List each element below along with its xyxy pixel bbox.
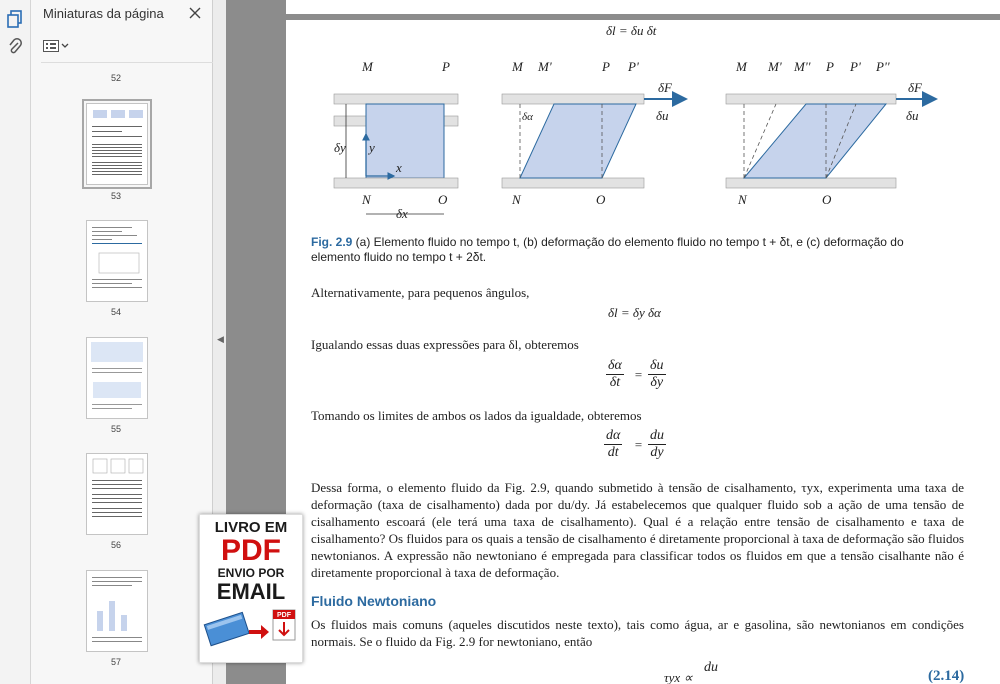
paragraph-alternatively: Alternativamente, para pequenos ângulos, (311, 285, 530, 300)
label-x: x (396, 160, 402, 175)
paragraph-newtonian-definition: Dessa forma, o elemento fluido da Fig. 2.9, quando submetido à tensão de cisalhamento, τyx, experimenta uma taxa de deformação (taxa de cisalhamento) dada por du/dy. Já estabelecemos que qualquer fluido sob a ação de uma tensão de cisalhamento escoará (ele terá uma taxa de cisalhamento). Qual é a relação entre tensão de cisalhamento e taxa de cisalhamento? Os fluidos para os quais a tensão de cisalhamento é diretamente proporcional à taxa de deformação são fluidos newtonianos. A expressão não newtoniano é empregada para classificar todos os fluidos em que a tensão cisalhante não é diretamente proporcional à taxa de deformação. (311, 480, 964, 580)
ad-line-4: EMAIL (216, 579, 286, 604)
label-Ppp-c: P'' (876, 59, 890, 74)
panel-title: Miniaturas da página (43, 6, 164, 21)
thumbnail-page-57[interactable] (86, 570, 148, 652)
label-Mp-c: M' (768, 59, 782, 74)
page-number-53: 53 (110, 191, 121, 201)
label-y: y (369, 140, 375, 155)
label-N-c: N (738, 192, 747, 207)
attachment-icon[interactable] (4, 36, 26, 58)
page-number-55: 55 (110, 424, 121, 434)
pdf-email-ad-banner[interactable] (199, 514, 303, 663)
label-P-b: P (602, 59, 610, 74)
element-b (520, 104, 636, 178)
thumbnail-page-53[interactable] (86, 103, 148, 185)
label-N-b: N (512, 192, 521, 207)
page-thumbnails-icon[interactable] (4, 8, 26, 30)
caption-label: Fig. 2.9 (311, 235, 353, 249)
label-dF-c: δF (908, 80, 922, 95)
page-number-54: 54 (110, 307, 121, 317)
label-Mp-b: M' (538, 59, 552, 74)
thumbnail-list (31, 63, 201, 684)
collapse-panel-icon[interactable]: ◀ (217, 334, 224, 344)
svg-text:PDF: PDF (277, 612, 291, 619)
label-dF-b: δF (658, 80, 672, 95)
label-M-b: M (512, 59, 523, 74)
label-P-a: P (442, 59, 450, 74)
fraction-dalpha-dt-limit: $\frac{d\alpha}{dt}$ (606, 428, 621, 460)
thumbnail-page-56[interactable] (86, 453, 148, 535)
label-Pp-c: P' (850, 59, 861, 74)
previous-page-edge (286, 0, 1000, 14)
label-Mpp-c: M'' (794, 59, 811, 74)
label-dy: δy (334, 140, 346, 155)
subheading-newtonian-fluid: Fluido Newtoniano (311, 593, 437, 609)
figure-caption (311, 235, 956, 265)
equals-sign-1: = (634, 367, 643, 382)
page-number-56: 56 (110, 540, 121, 550)
element-c (744, 104, 886, 178)
chevron-down-icon (61, 43, 69, 49)
equation-dl-dy-dalpha: δl = δy δα (608, 305, 661, 320)
fraction-du-dy-limit: $\frac{du}{dy}$ (650, 428, 664, 460)
label-O-a: O (438, 192, 448, 207)
equation-tau-proportional: τyx ∝ (664, 670, 693, 684)
paragraph-common-fluids: Os fluidos mais comuns (aqueles discutidos neste texto), tais como água, ar e gasolina, são newtonianos em condições normais. Se o fluido da Fig. 2.9 for newtoniano, então (311, 617, 964, 649)
thumbnail-page-55[interactable] (86, 337, 148, 419)
thumbnails-panel (31, 0, 213, 684)
label-du-b: δu (656, 108, 669, 123)
label-Pp-b: P' (628, 59, 639, 74)
label-N-a: N (362, 192, 371, 207)
figure-2-9 (326, 56, 966, 226)
element-a (366, 104, 444, 178)
plate-top-a (334, 94, 458, 104)
label-M-a: M (362, 59, 373, 74)
fraction-du-dy: $\frac{\delta u}{\delta y}$ (650, 358, 664, 390)
fraction-dalpha-dt: $\frac{\delta\alpha}{\delta t}$ (608, 358, 622, 390)
document-page (286, 20, 1000, 684)
equation-du-numerator: du (704, 660, 718, 675)
list-options-icon (43, 40, 59, 52)
page-number-52: 52 (110, 73, 121, 83)
paragraph-equating: Igualando essas duas expressões para δl, obteremos (311, 337, 579, 352)
close-icon[interactable] (185, 3, 205, 23)
label-dalpha: δα (522, 111, 533, 123)
label-du-c: δu (906, 108, 919, 123)
thumbnail-options-button[interactable] (43, 37, 73, 55)
equation-number: (2.14) (928, 668, 965, 684)
caption-text: (a) Elemento fluido no tempo t, (b) deformação do elemento fluido no tempo t + δt, e (c) deformação do elemento fluido no tempo t + 2δt. (311, 235, 904, 264)
ad-line-1: LIVRO EM (214, 519, 288, 536)
paragraph-limits: Tomando os limites de ambos os lados da igualdade, obteremos (311, 408, 642, 423)
label-M-c: M (736, 59, 747, 74)
tool-strip (0, 0, 31, 684)
label-O-b: O (596, 192, 606, 207)
book-to-pdf-icon (201, 604, 301, 650)
equation-dl-du-dt: δl = δu δt (606, 23, 657, 38)
thumbnail-page-54[interactable] (86, 220, 148, 302)
equals-sign-2: = (634, 437, 643, 452)
label-P-c: P (826, 59, 834, 74)
ad-line-3: ENVIO POR (217, 566, 285, 580)
ad-line-2: PDF (221, 534, 281, 567)
label-2dl (760, 56, 780, 57)
label-O-c: O (822, 192, 832, 207)
page-number-57: 57 (110, 657, 121, 667)
label-dl (526, 56, 536, 57)
label-dx: δx (396, 206, 408, 221)
